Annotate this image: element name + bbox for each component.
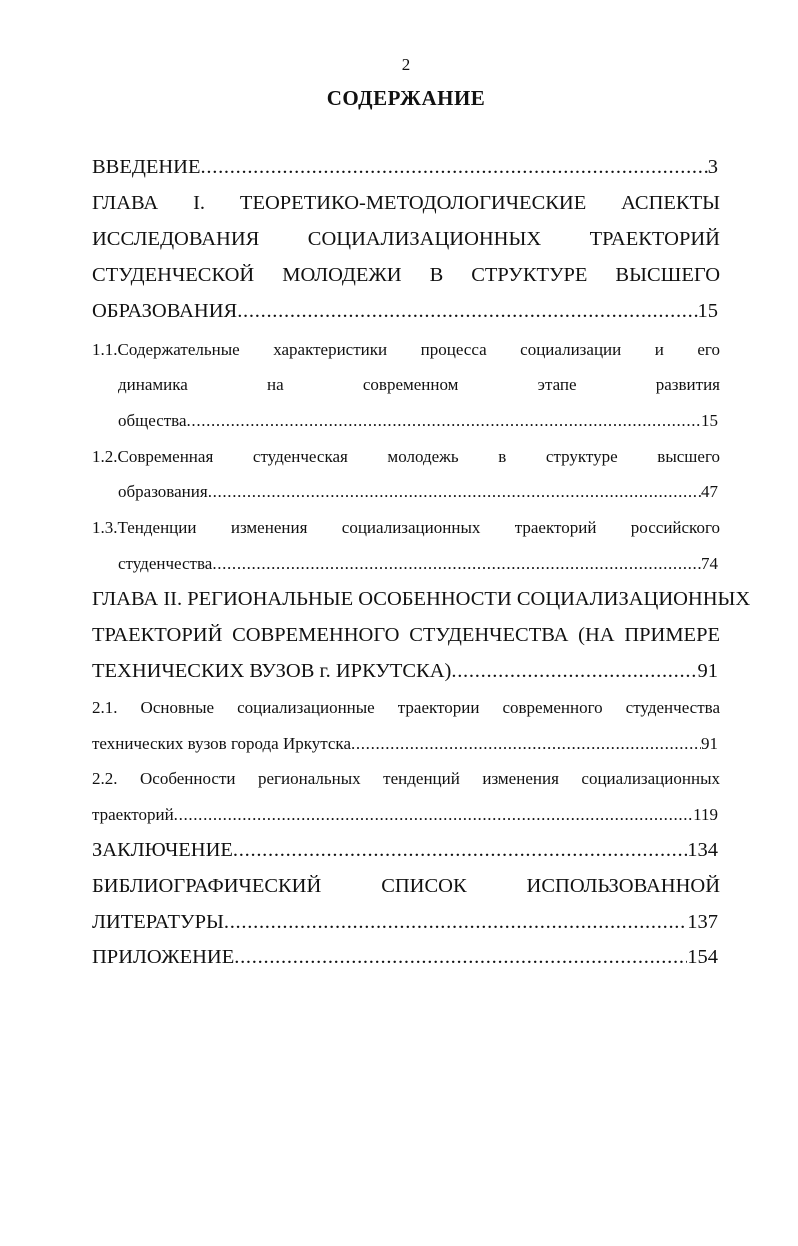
toc-page-number: 3 bbox=[707, 156, 718, 178]
toc-entry-text: ВВЕДЕНИЕ bbox=[92, 156, 201, 178]
toc-entry-line: ИССЛЕДОВАНИЯ СОЦИАЛИЗАЦИОННЫХ ТРАЕКТОРИЙ bbox=[92, 228, 720, 250]
toc-entry-last-line bbox=[118, 411, 718, 431]
toc-entry-line: 1.1.Содержательные характеристики процесса социализации и его bbox=[92, 340, 720, 359]
toc-entry-last-line bbox=[92, 911, 718, 934]
toc-entry-text: студенчества bbox=[118, 554, 213, 573]
toc-entry-last-line bbox=[92, 805, 718, 825]
toc-entry-line: БИБЛИОГРАФИЧЕСКИЙ СПИСОК ИСПОЛЬЗОВАННОЙ bbox=[92, 875, 720, 897]
toc-page-number: 134 bbox=[687, 839, 718, 861]
toc-entry-text: ТЕХНИЧЕСКИХ ВУЗОВ г. ИРКУТСКА) bbox=[92, 660, 452, 682]
toc-page-number: 137 bbox=[687, 911, 718, 933]
toc-entry-text: образования bbox=[118, 482, 208, 501]
toc-page-number: 15 bbox=[697, 300, 718, 322]
toc-entry-line: динамика на современном этапе развития bbox=[118, 375, 720, 394]
toc-entry-text: технических вузов города Иркутска bbox=[92, 734, 351, 753]
toc-entry-last-line bbox=[92, 734, 718, 754]
toc-entry-line: СТУДЕНЧЕСКОЙ МОЛОДЕЖИ В СТРУКТУРЕ ВЫСШЕГО bbox=[92, 264, 720, 286]
toc-entry-introduction[interactable] bbox=[92, 156, 718, 179]
toc-page-number: 119 bbox=[693, 805, 718, 824]
toc-entry-text: траекторий bbox=[92, 805, 174, 824]
toc-entry-last-line bbox=[118, 554, 718, 574]
toc-page-number: 47 bbox=[701, 482, 718, 501]
toc-leader-dots bbox=[224, 911, 687, 934]
toc-entry-line: 2.1. Основные социализационные траектории современного студенчества bbox=[92, 698, 720, 717]
toc-entry-conclusion[interactable] bbox=[92, 839, 718, 862]
toc-page-number: 91 bbox=[701, 734, 718, 753]
toc-entry-last-line bbox=[118, 482, 718, 502]
toc-leader-dots bbox=[234, 946, 687, 969]
toc-entry-line: ТРАЕКТОРИЙ СОВРЕМЕННОГО СТУДЕНЧЕСТВА (НА ПРИМЕРЕ bbox=[92, 624, 720, 646]
toc-entry-text: ОБРАЗОВАНИЯ bbox=[92, 300, 238, 322]
toc-entry-line: 1.2.Современная студенческая молодежь в структуре высшего bbox=[92, 447, 720, 466]
toc-page-number: 15 bbox=[701, 411, 718, 430]
toc-page-number: 74 bbox=[701, 554, 718, 573]
toc-entry-text: ЗАКЛЮЧЕНИЕ bbox=[92, 839, 233, 861]
toc-entry-line: ГЛАВА I. ТЕОРЕТИКО-МЕТОДОЛОГИЧЕСКИЕ АСПЕКТЫ bbox=[92, 192, 720, 214]
toc-leader-dots bbox=[212, 554, 701, 574]
toc-entry-appendix[interactable] bbox=[92, 946, 718, 969]
toc-leader-dots bbox=[174, 805, 693, 825]
toc-leader-dots bbox=[351, 734, 701, 754]
toc-entry-line: 1.3.Тенденции изменения социализационных траекторий российского bbox=[92, 518, 720, 537]
toc-leader-dots bbox=[187, 411, 701, 431]
page-number: 2 bbox=[401, 55, 411, 74]
toc-entry-text: общества bbox=[118, 411, 187, 430]
toc-entry-last-line bbox=[92, 300, 718, 323]
toc-entry-text: ЛИТЕРАТУРЫ bbox=[92, 911, 224, 933]
toc-leader-dots bbox=[201, 156, 708, 179]
toc-entry-last-line bbox=[92, 660, 718, 683]
toc-leader-dots bbox=[208, 482, 701, 502]
toc-leader-dots bbox=[233, 839, 687, 862]
toc-entry-text: ПРИЛОЖЕНИЕ bbox=[92, 946, 235, 968]
toc-leader-dots bbox=[237, 300, 697, 323]
toc-entry-line: 2.2. Особенности региональных тенденций изменения социализационных bbox=[92, 769, 720, 788]
toc-entry-line: ГЛАВА II. РЕГИОНАЛЬНЫЕ ОСОБЕННОСТИ СОЦИАЛИЗАЦИОННЫХ bbox=[92, 588, 751, 610]
toc-page-number: 154 bbox=[687, 946, 718, 968]
page-title: СОДЕРЖАНИЕ bbox=[326, 86, 486, 110]
toc-leader-dots bbox=[451, 660, 697, 683]
toc-page-number: 91 bbox=[697, 660, 718, 682]
